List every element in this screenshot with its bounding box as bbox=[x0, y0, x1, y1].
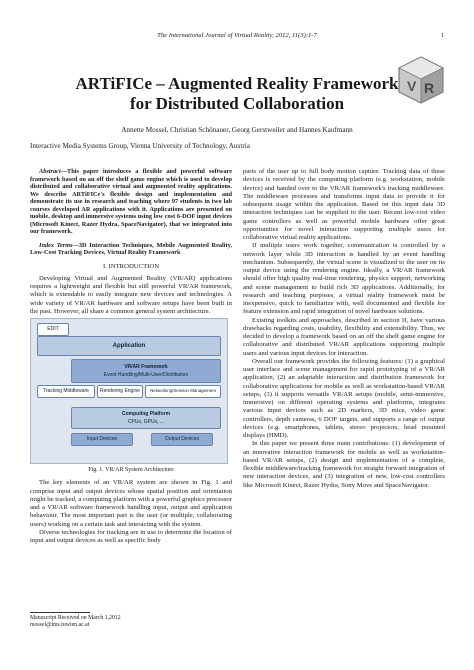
fig-output-box: Output Devices bbox=[151, 433, 213, 446]
index-terms-text: —3D Interaction Techniques, Mobile Augmented Reality, Low-Cost Tracking Devices, Virtual Reality Framework bbox=[30, 241, 232, 256]
footnote bbox=[30, 615, 121, 629]
architecture-figure bbox=[30, 318, 228, 464]
right-paragraph-3: Existing toolkits and approaches, described in section II, have various drawbacks regarding costs, usability, flexibility and extensibility. Thus, we decided to develop a framework based on an off the shelf game engine for collaborative and distributed VR/AR applications supporting multiple users and various input devices for interaction. bbox=[243, 316, 445, 357]
fig-framework-box bbox=[71, 359, 221, 383]
fig-input-box: Input Devices bbox=[71, 433, 133, 446]
authors: Annette Mossel, Christian Schönauer, Georg Gerstweiler and Hannes Kaufmann bbox=[121, 126, 353, 134]
fig-edit-box: EDIT bbox=[37, 323, 69, 336]
fig-framework-title: VR/AR Framework bbox=[124, 363, 168, 370]
left-column bbox=[30, 168, 232, 545]
right-paragraph-5: In this paper we present three main contributions: (1) development of an innovative interaction framework for mobile as well as workstation-based VR/AR setups, (2) design and implementation of a complete, flexible middleware/tracking framework for straight forward integration of new interaction devices, and (3) integration of new, low-cost controllers like Microsoft Kinect, Razer Hydra, Sony Move and SpaceNavigator. bbox=[243, 440, 445, 489]
intro-paragraph-3: Diverse technologies for tracking are in use to determine the location of input and output devices as well as specific body bbox=[30, 528, 232, 544]
svg-text:V: V bbox=[407, 78, 417, 94]
svg-text:R: R bbox=[424, 80, 435, 96]
fig-application-box: Application bbox=[37, 336, 221, 356]
abstract-label: Abstract bbox=[39, 168, 61, 175]
right-paragraph-4: Overall our framework provides the following features: (1) a graphical user interface and scene management for rapid prototyping of a VR/AR application, (2) an adaptable interaction and distribution framework for collaborative applications for mobile as well as workstation-based VR/AR setups, (3) it supports versatile VR/AR setups (mobile, semi-immersive, immersive) on different operating systems and platforms, integrates various input devices such as 2D markers, 3D mice, video game controllers, depth cameras, 6 DOF targets, and supports a range of output devices (e.g. smartphones, tablets, stereo projectors, head mounted displays (HMD). bbox=[243, 357, 445, 439]
right-paragraph-1: parts of the user up to full body motion capture. Tracking data of these devices is received by the computing platform (e.g. workstation, mobile device) and handed over to the VR/AR framework's tracking middleware. The middleware processes and transforms input data to provide it for subsequent usage within the application. Based on this input data 3D interaction techniques can be supplied to the user. Recent low-cost video game controllers as well as powerful mobile hardware offer great opportunities for novel interaction supporting multiple users for collaborative virtual reality applications. bbox=[243, 168, 445, 241]
right-paragraph-2: If multiple users work together, communication is controlled by a network layer while 3D interaction is handled by an event handling mechanism. Subsequently, the virtual scene is visualized to the user on its output device using the rendering engine. Ideally, a VR/AR framework should offer high quality real-time rendering, physics support, networking and scene management to build rich 3D applications. Additionally, for research and teaching purposes, a virtual reality framework must be inexpensive, quick to familiarize with, well documented and flexible for feature extension and rapid integration of novel hardware solutions. bbox=[243, 242, 445, 316]
affiliation: Interactive Media Systems Group, Vienna University of Technology, Austria bbox=[30, 142, 250, 150]
section-heading-introduction: I. INTRODUCTION bbox=[102, 262, 160, 270]
paper-title-line-2: for Distributed Collaboration bbox=[129, 94, 345, 113]
page-number: 1 bbox=[440, 32, 444, 39]
index-terms bbox=[30, 242, 232, 257]
fig-platform-sub: CPUs, GPUs, ... bbox=[127, 419, 165, 425]
paper-title-line-1: ARTiFICe – Augmented Reality Framework bbox=[75, 74, 399, 93]
footnote-rule bbox=[30, 612, 90, 613]
fig-platform-box bbox=[71, 407, 221, 429]
fig-tracking-box: Tracking Middleware bbox=[37, 385, 95, 398]
intro-paragraph-2: The key elements of an VR/AR system are shown in Fig. 1 and comprise input and output devices whose spatial position and orientation might be tracked, a computing platform with a powerful graphics processor and a VR/AR software framework handling input, output and application behaviour. The most important part is the user (or multiple, collaborating users) working on a certain task and interacting with the system. bbox=[30, 479, 232, 528]
index-terms-label: Index Terms bbox=[39, 241, 73, 249]
journal-header: The International Journal of Virtual Reality, 2012, 11(3):1-7 bbox=[157, 32, 317, 39]
figure-caption: Fig. 1. VR/AR System Architecture bbox=[88, 467, 174, 473]
abstract-text: —This paper introduces a flexible and powerful software framework based on an off the shelf game engine which is used to develop distributed and collaborative virtual and augmented reality applications. We describe ARTiFICe's flexible design and implementation and demonstrate its use in research and teaching where 97 students in two lab courses developed AR applications with it. Applications are presented on mobile, desktop and immersive systems using low cost 6-DOF input devices (Microsoft Kinect, Razer Hydra, SpaceNavigator), that we integrated into our framework. bbox=[30, 168, 232, 235]
footnote-received: Manuscript Received on March 1,2012 bbox=[30, 615, 121, 621]
fig-platform-title: Computing Platform bbox=[121, 410, 171, 417]
right-column bbox=[243, 168, 445, 490]
footnote-email: mossel@ims.tuwien.ac.at bbox=[30, 622, 90, 628]
fig-rendering-box: Rendering Engine bbox=[97, 385, 143, 398]
fig-networking-box: Networking/Session Management bbox=[145, 385, 221, 398]
intro-paragraph-1: Developing Virtual and Augmented Reality (VR/AR) applications requires a lightweight and flexible but still powerful VR/AR framework, which is extendable to easily integrate new devices and technologies. A wide variety of VR/AR hardware and software setups have been built in the past. However, all share a common general system architecture. bbox=[30, 274, 232, 315]
abstract bbox=[30, 168, 232, 236]
fig-framework-sub: Event Handling/Multi-User/Distribution bbox=[103, 372, 189, 378]
